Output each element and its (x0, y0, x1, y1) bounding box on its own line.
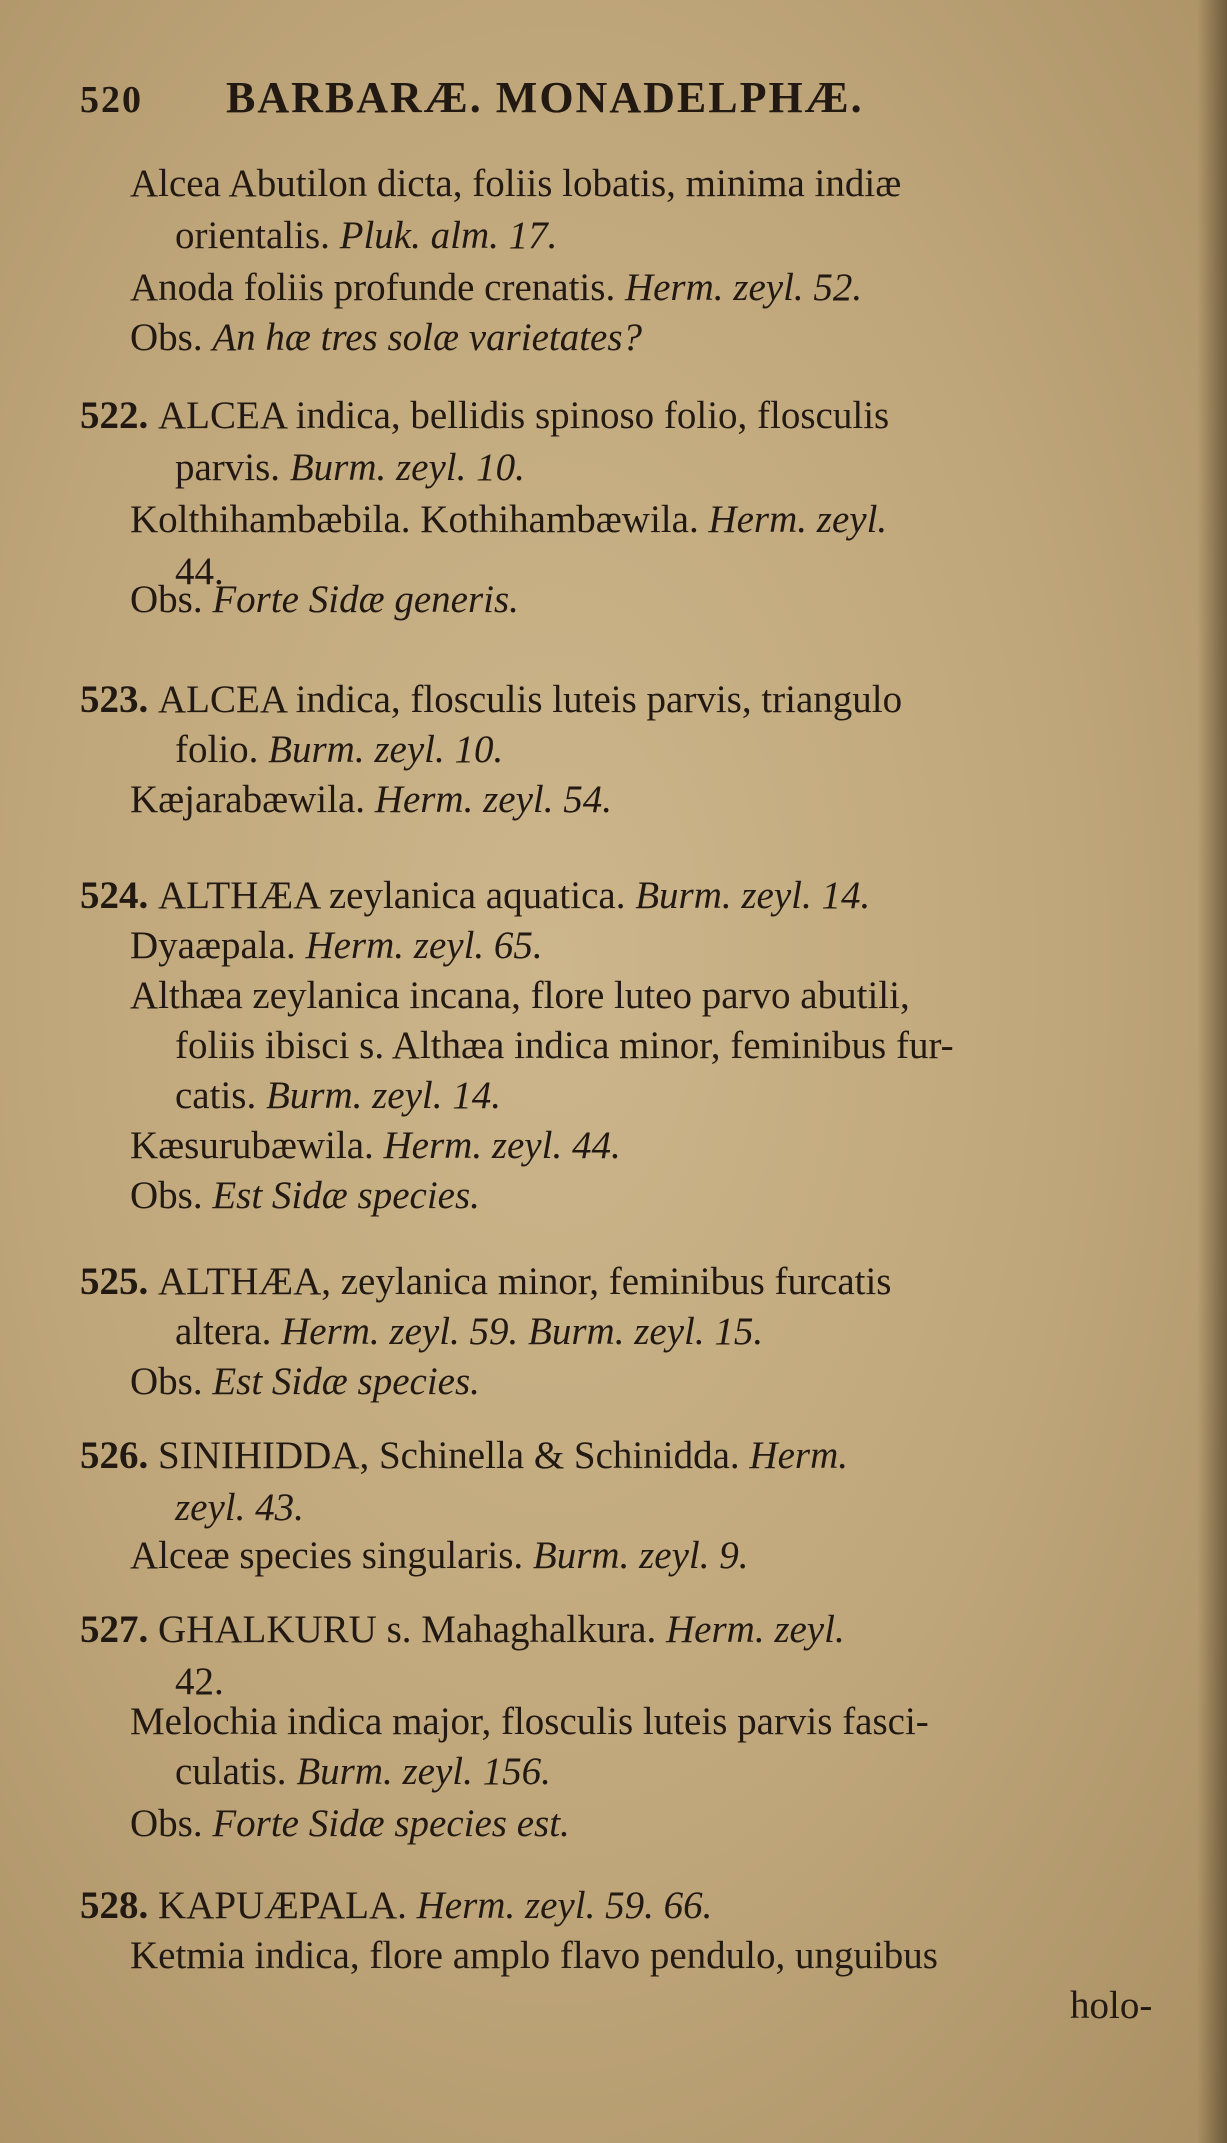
text-line (130, 922, 543, 970)
line-text: Kolthihambæbila. Kothihambæwila. (130, 498, 709, 541)
citation: Herm. zeyl. 59. Burm. zeyl. 15. (281, 1310, 764, 1353)
text-line (130, 314, 642, 362)
citation: Herm. zeyl. 54. (374, 778, 612, 821)
text-line (175, 444, 525, 492)
citation: Herm. zeyl. 52. (624, 266, 863, 309)
line-text: Ketmia indica, flore amplo flavo pendulo, unguibus (130, 1934, 938, 1977)
line-text: 42. (175, 1660, 224, 1703)
text-line (80, 1432, 848, 1480)
citation: Herm. zeyl. 59. 66. (416, 1884, 713, 1927)
text-line (175, 1072, 501, 1120)
text-line (130, 264, 862, 312)
citation: Est Sidæ species. (212, 1360, 480, 1403)
citation: Est Sidæ species. (212, 1174, 480, 1217)
line-text: SINIHIDDA, Schinella & Schinidda. (158, 1434, 750, 1477)
running-title: BARBARÆ. MONADELPHÆ. (226, 73, 864, 122)
text-line (130, 160, 901, 208)
citation: Burm. zeyl. 10. (289, 446, 525, 489)
text-line (175, 1022, 954, 1070)
entry-number: 526. (80, 1434, 158, 1477)
line-text: Kæjarabæwila. (130, 778, 375, 821)
line-text: Kæsurubæwila. (130, 1124, 384, 1167)
text-line (130, 1172, 480, 1220)
entry-number: 525. (80, 1260, 158, 1303)
entry-number: 527. (80, 1608, 158, 1651)
line-text: ALCEA indica, flosculis luteis parvis, triangulo (158, 678, 903, 721)
text-line (130, 972, 910, 1020)
entry-number: 524. (80, 874, 158, 917)
line-text: Obs. (130, 1360, 213, 1403)
line-text: Obs. (130, 1802, 213, 1845)
line-text: altera. (175, 1310, 282, 1353)
text-line (80, 1882, 712, 1930)
citation: Herm. zeyl. 65. (305, 924, 543, 967)
text-line (80, 1258, 891, 1306)
text-line (175, 212, 557, 260)
citation: Burm. zeyl. 156. (296, 1750, 551, 1793)
line-text: Obs. (130, 1174, 213, 1217)
text-line (175, 1484, 304, 1532)
citation: Burm. zeyl. 9. (532, 1534, 749, 1577)
text-line (175, 1748, 551, 1796)
citation: Forte Sidæ species est. (212, 1802, 570, 1845)
text-line (130, 1800, 570, 1848)
line-text: Obs. (130, 316, 213, 359)
citation: Herm. (749, 1434, 848, 1477)
citation: Pluk. alm. 17. (339, 214, 558, 257)
entry-number: 528. (80, 1884, 158, 1927)
line-text: Althæa zeylanica incana, flore luteo parvo abutili, (130, 974, 910, 1017)
citation: Burm. zeyl. 14. (635, 874, 871, 917)
citation: Forte Sidæ generis. (212, 578, 519, 621)
text-line (80, 872, 870, 920)
running-header (80, 72, 1180, 123)
line-text: GHALKURU s. Mahaghalkura. (158, 1608, 666, 1651)
text-line (130, 576, 519, 624)
text-line (80, 676, 902, 724)
line-text: Anoda foliis profunde crenatis. (130, 266, 625, 309)
citation: An hæ tres solæ varietates? (212, 316, 643, 359)
line-text: catis. (175, 1074, 266, 1117)
line-text: Obs. (130, 578, 213, 621)
citation: Burm. zeyl. 10. (268, 728, 504, 771)
line-text: ALCEA indica, bellidis spinoso folio, flosculis (158, 394, 890, 437)
page-edge-shadow (1197, 0, 1227, 2143)
line-text: Alceæ species singularis. (130, 1534, 533, 1577)
line-text: ALTHÆA, zeylanica minor, feminibus furcatis (158, 1260, 892, 1303)
line-text: Melochia indica major, flosculis luteis parvis fasci- (130, 1700, 929, 1743)
line-text: culatis. (175, 1750, 297, 1793)
text-line (130, 1698, 929, 1746)
text-line (130, 1532, 748, 1580)
line-text: Dyaæpala. (130, 924, 306, 967)
citation: Herm. zeyl. (666, 1608, 845, 1651)
text-line (130, 1932, 938, 1980)
text-line (130, 1358, 480, 1406)
line-text: foliis ibisci s. Althæa indica minor, feminibus fur- (175, 1024, 954, 1067)
text-line (130, 496, 887, 544)
entry-number: 523. (80, 678, 158, 721)
line-text: KAPUÆPALA. (158, 1884, 417, 1927)
text-line (175, 1308, 763, 1356)
text-line (130, 1122, 621, 1170)
line-text: ALTHÆA zeylanica aquatica. (158, 874, 636, 917)
text-line (1070, 1982, 1152, 2030)
citation: Herm. zeyl. (708, 498, 888, 541)
entry-number: 522. (80, 394, 158, 437)
citation: Burm. zeyl. 14. (265, 1074, 502, 1117)
citation: Herm. zeyl. 44. (383, 1124, 621, 1167)
line-text: holo- (1070, 1984, 1153, 2027)
text-line (130, 776, 612, 824)
text-line (80, 392, 889, 440)
page-number: 520 (80, 79, 143, 121)
text-line (80, 1606, 845, 1654)
line-text: folio. (175, 728, 269, 771)
text-line (175, 726, 503, 774)
citation: zeyl. 43. (175, 1486, 304, 1529)
line-text: Alcea Abutilon dicta, foliis lobatis, minima indiæ (130, 162, 902, 205)
line-text: parvis. (175, 446, 290, 489)
line-text: 44. (175, 550, 224, 593)
line-text: orientalis. (175, 214, 340, 257)
